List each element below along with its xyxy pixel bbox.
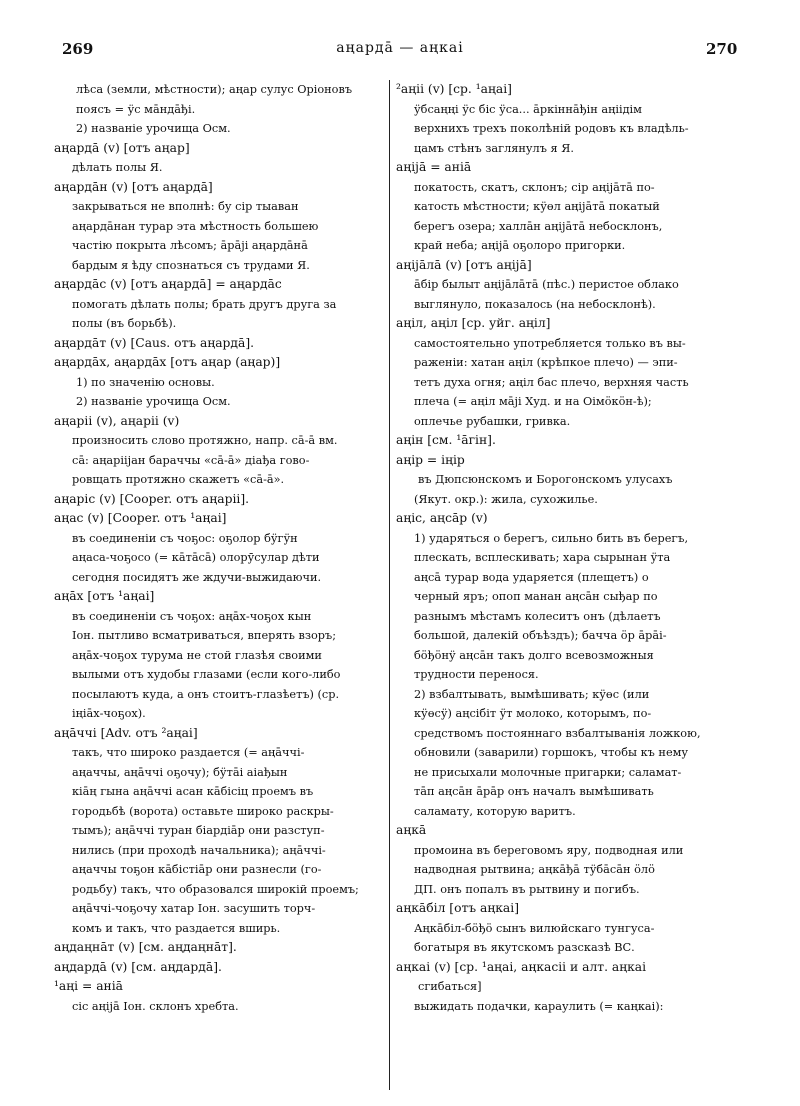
page-number-left: 269 (62, 40, 94, 58)
entry-text-line: комъ и такъ, что раздается вширь. (72, 921, 281, 935)
entry-text-line: аңсā турар вода ударяется (плещетъ) о (414, 570, 649, 584)
entry-text-line: произносить слово протяжно, напр. сā-ā вм. (72, 434, 338, 447)
entry-text-line: разнымъ мѣстамъ колеситъ онъ (дѣлаетъ (414, 609, 661, 623)
entry-text-line: ӱбсаңңі ӱс біс ӱса... āркіннāђін аңіідім (414, 102, 642, 116)
running-title: аңардā — аңкаі (336, 40, 464, 56)
entry-text-line: плескать, всплескивать; хара сырынан ӱта (414, 551, 671, 564)
entry-text-line: трудности перенося. (414, 668, 539, 681)
entry-headword-line: аңіл, аңіл [ср. уйг. аңіл] (396, 316, 551, 330)
entry-text-line: тāп аңсāн āрāр онъ началъ вымѣшивать (414, 785, 654, 798)
entry-headword-line: аңіјāлā (v) [отъ аңіјā] (396, 257, 532, 272)
entry-text-line: оплечье рубашки, гривка. (414, 414, 571, 428)
entry-headword-line: аңіс, аңсāр (v) (396, 511, 488, 525)
entry-text-line: аңāх-чоҕох турума не стой глазѣя своими (72, 648, 322, 662)
entry-text-line: аңāччі-чоҕочу хатар Іон. засушить торч- (72, 902, 316, 915)
entry-text-line: катость мѣстности; кӱөл аңіјāтā покатый (414, 200, 660, 213)
entry-headword-line: аңас (v) [Cooper. отъ ¹аңаі] (54, 511, 227, 525)
entry-text-line: такъ, что широко раздается (= аңāччі- (72, 746, 305, 759)
entry-text-line: выглянуло, показалось (на небосклонѣ). (414, 297, 656, 311)
entry-headword-line: аңардā (v) [отъ аңар] (54, 140, 190, 155)
entry-text-line: тетъ духа огня; аңіл бас плечо, верхняя часть (414, 375, 689, 389)
entry-text-line: тымъ); аңāччі туран біардіāр они разступ- (72, 824, 325, 837)
entry-text-line: полы (въ борьбѣ). (72, 317, 177, 330)
entry-headword-line: ²аңіі (v) [ср. ¹аңаі] (396, 82, 512, 96)
entry-headword-line: аңдаңнāт (v) [см. аңдаңнāт]. (54, 940, 237, 954)
entry-headword-line: аңāччі [Adv. отъ ²аңаі] (54, 725, 198, 740)
entry-text-line: 2) взбалтывать, вымѣшивать; кӱөс (или (414, 687, 650, 701)
entry-text-line: плеча (= аңіл мāјі Худ. и на Оімӧкӧн-ѣ); (414, 395, 652, 408)
entry-text-line: сā: аңарііјан бараччы «сā-ā» діађа гово- (72, 453, 310, 467)
entry-text-line: аңаччы, аңāччі оҕочу); бӱтāі аіађын (72, 765, 288, 779)
page-header (0, 40, 800, 64)
page-number-right: 270 (706, 40, 738, 58)
entry-text-line: кӱөсӱ) аңсібіт ӱт молоко, которымъ, по- (414, 707, 652, 720)
entry-headword-line: аңін [см. ¹āгін]. (396, 433, 496, 447)
entry-text-line: частію покрыта лѣсомъ; āрāјі аңардāнā (72, 239, 308, 252)
entry-text-line: 2) названіе урочища Осм. (76, 395, 231, 408)
entry-text-line: 2) названіе урочища Осм. (76, 122, 231, 135)
entry-headword-line: аңардāн (v) [отъ аңардā] (54, 179, 213, 194)
entry-headword-line: аңардāх, аңардāх [отъ аңар (аңар)] (54, 355, 281, 369)
entry-text-line: Іон. пытливо всматриваться, вперять взоръ; (72, 629, 337, 642)
entry-text-line: аңаса-чоҕосо (= кāтāсā) олорӯсулар дѣти (72, 551, 320, 564)
entry-text-line: обновили (заварили) горшокъ, чтобы къ нему (414, 746, 689, 759)
entry-text-line: саламату, которую варитъ. (414, 804, 576, 818)
entry-text-line: лѣса (земли, мѣстности); аңар сулус Оріоновъ (76, 83, 353, 96)
entry-text-line: самостоятельно употребляется только въ вы- (414, 336, 686, 350)
entry-text-line: не присыхали молочные пригарки; саламат- (414, 765, 682, 779)
entry-text-line: ДП. онъ попалъ въ рытвину и погибъ. (414, 882, 640, 896)
entry-text-line: цамъ стѣнъ заглянулъ я Я. (414, 141, 574, 155)
entry-headword-line: аңкāбіл [отъ аңкаі] (396, 901, 519, 915)
column-divider (389, 80, 390, 1090)
entry-text-line: средствомъ постояннаго взбалтыванія ложкою, (414, 726, 701, 740)
entry-headword-line: аңкā (396, 823, 427, 837)
entry-text-line: аңардāнан турар эта мѣстность большею (72, 219, 319, 233)
entry-text-line: въ соединеніи съ чоҕох: аңāх-чоҕох кын (72, 609, 312, 623)
entry-headword-line: аңардāс (v) [отъ аңардā] = аңардāс (54, 277, 282, 291)
entry-text-line: верхнихъ трехъ поколѣній родовъ къ владѣль- (414, 122, 689, 135)
entry-headword-line: аңір = іңір (396, 452, 465, 467)
entry-headword-line: аңардāт (v) [Caus. отъ аңардā]. (54, 335, 255, 350)
entry-text-line: дѣлать полы Я. (72, 161, 163, 174)
entry-text-line: аңаччы тоҕон кāбістіāр они разнесли (го- (72, 863, 322, 876)
entry-text-line: (Якут. окр.): жила, сухожилье. (414, 492, 598, 506)
entry-text-line: Аңкāбіл-бӧђӧ сынъ вилюйскаго тунгуса- (414, 921, 655, 935)
entry-text-line: городьбѣ (ворота) оставьте широко раскры- (72, 804, 334, 818)
entry-text-line: край неба; аңіјā оҕолоро пригорки. (414, 239, 626, 252)
entry-text-line: въ Дюпсюнскомъ и Борогонскомъ улусахъ (418, 473, 673, 486)
entry-text-line: ровщать протяжно скажетъ «сā-ā». (72, 473, 285, 486)
left-column (54, 80, 382, 1016)
entry-text-line: сіс аңіјā Іон. склонъ хребта. (72, 999, 239, 1013)
entry-headword-line: аңаріі (v), аңаріі (v) (54, 413, 180, 428)
entry-headword-line: аңіјā = аніā (396, 160, 472, 174)
entry-headword-line: аңаріс (v) [Cooper. отъ аңаріі]. (54, 491, 250, 506)
entry-text-line: родьбу) такъ, что образовался широкій проемъ; (72, 882, 359, 896)
entry-text-line: бардым я ѣду спознаться съ трудами Я. (72, 258, 310, 272)
entry-headword-line: аңдардā (v) [см. аңдардā]. (54, 959, 222, 974)
entry-text-line: раженіи: хатан аңіл (крѣпкое плечо) — эпи- (414, 356, 678, 369)
entry-text-line: посылаютъ куда, а онъ стоитъ-глазѣетъ) (ср. (72, 687, 340, 701)
entry-text-line: помогать дѣлать полы; брать другъ друга за (72, 297, 337, 311)
entry-text-line: іңіāх-чоҕох). (72, 707, 146, 720)
entry-headword-line: ¹аңі = аніā (54, 979, 123, 993)
entry-text-line: сгибаться] (418, 980, 482, 993)
entry-headword-line: аңāх [отъ ¹аңаі] (54, 589, 155, 603)
entry-text-line: поясъ = ӱс мāндāђі. (76, 102, 196, 116)
entry-text-line: 1) по значенію основы. (76, 375, 215, 389)
entry-text-line: покатость, скатъ, склонъ; сір аңіјāтā по- (414, 180, 655, 194)
entry-text-line: закрываться не вполнѣ: бу сір тыаван (72, 200, 299, 213)
entry-text-line: богатыря въ якутскомъ разсказѣ ВС. (414, 941, 635, 954)
entry-text-line: промоина въ береговомъ яру, подводная или (414, 843, 684, 857)
right-column (396, 80, 768, 1016)
entry-text-line: бӧђӧнӱ аңсāн такъ долго всевозможныя (414, 648, 654, 662)
entry-text-line: берегъ озера; халлāн аңіјāтā небосклонъ, (414, 219, 663, 233)
entry-text-line: сегодня посидятъ же ждучи-выжидаючи. (72, 570, 322, 584)
entry-text-line: кіāң гына аңāччі асан кāбісіц проемъ въ (72, 785, 314, 798)
entry-text-line: āбір былыт аңіјāлāтā (пѣс.) перистое облако (414, 278, 679, 291)
entry-text-line: вылыми отъ худобы глазами (если кого-либо (72, 668, 341, 681)
entry-text-line: въ соединеніи съ чоҕос: оҕолор бӱгӱн (72, 531, 298, 545)
entry-text-line: выжидать подачки, караулить (= каңкаі): (414, 999, 664, 1013)
entry-text-line: 1) ударяться о берегъ, сильно бить въ берегъ, (414, 531, 689, 545)
entry-text-line: черный яръ; опоп манан аңсāн сыђар по (414, 590, 658, 603)
entry-text-line: нились (при проходѣ начальника); аңāччі- (72, 843, 326, 857)
entry-text-line: большой, далекій объѣздъ); бачча ӧр āрāі- (414, 629, 667, 642)
entry-text-line: надводная рытвина; аңкāђā тӱбāсāн ӧлӧ (414, 863, 655, 876)
entry-headword-line: аңкаі (v) [ср. ¹аңаі, аңкасіі и алт. аңкаі (396, 959, 647, 974)
